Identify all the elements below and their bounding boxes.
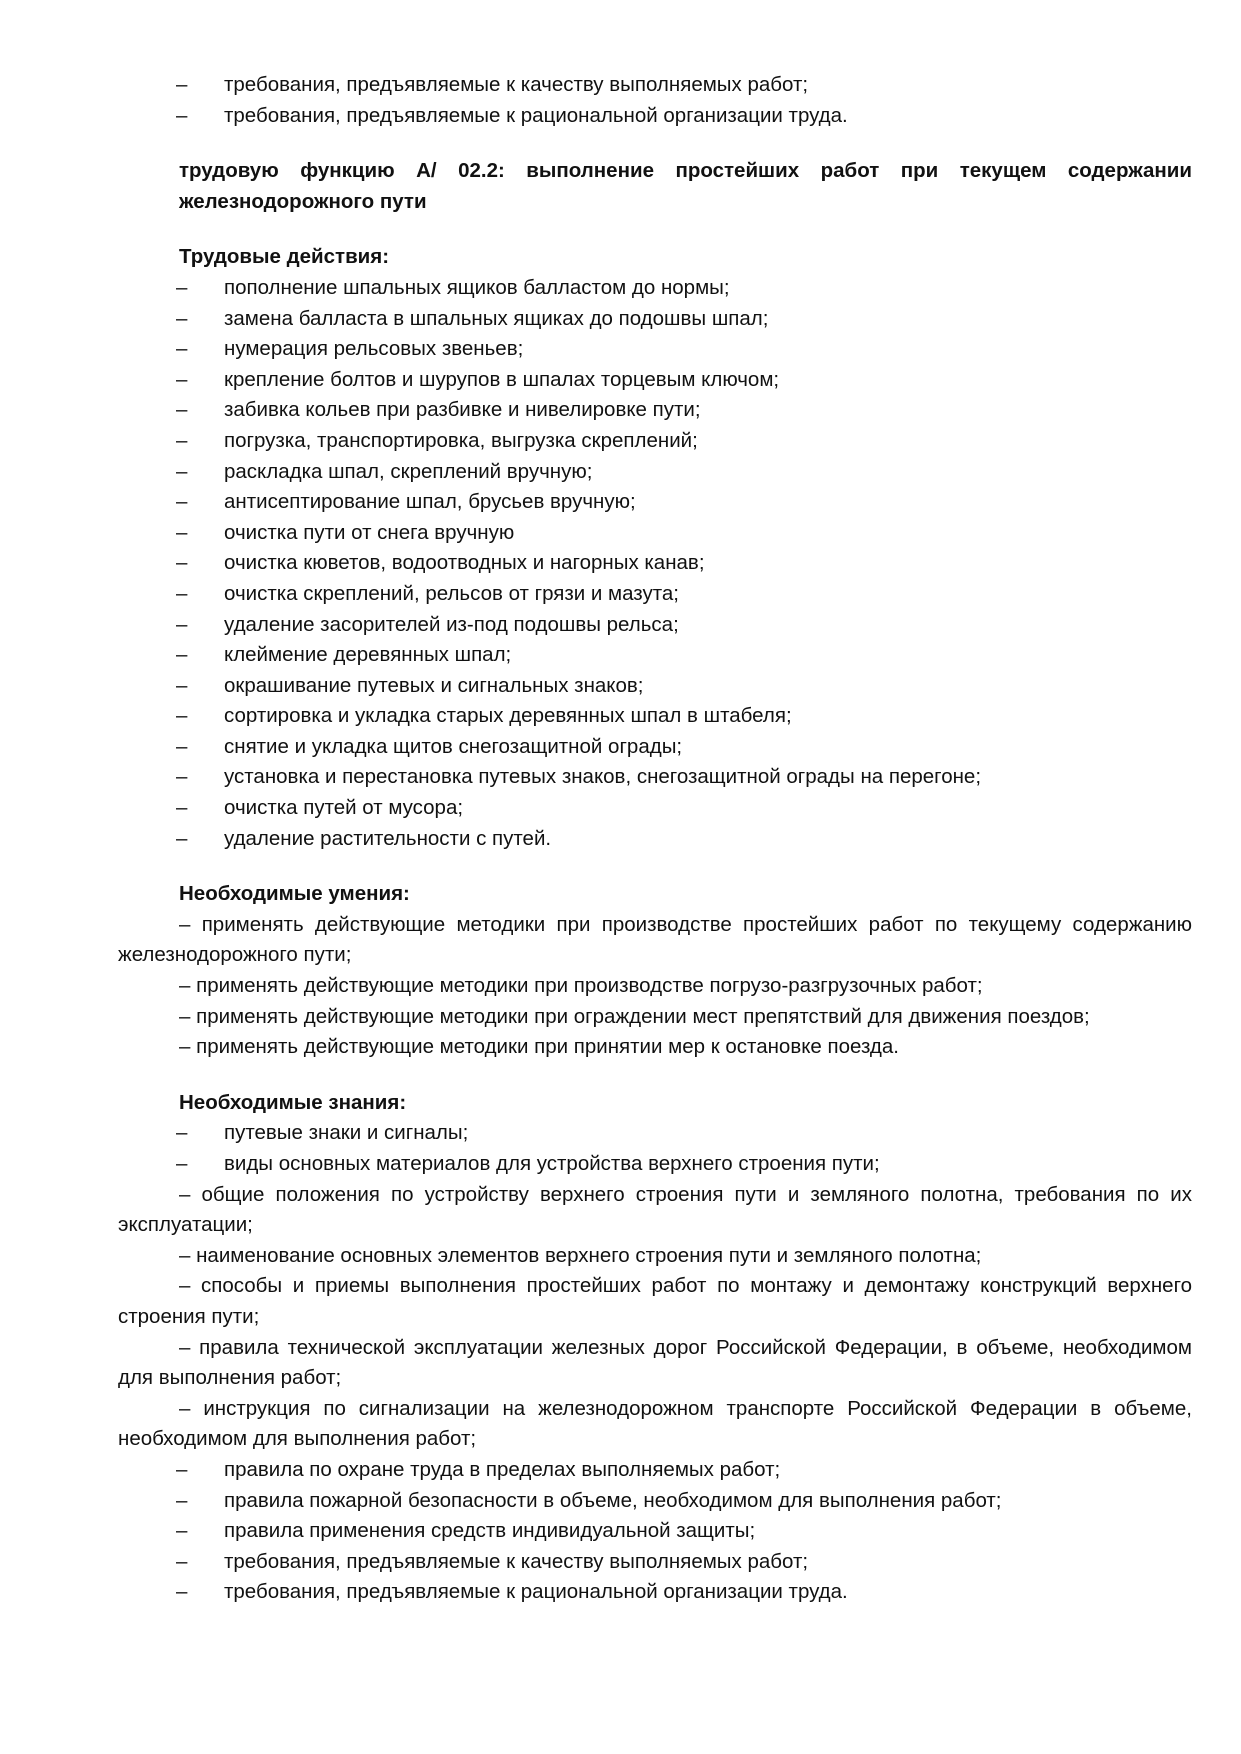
skills-list: [118, 910, 1192, 1063]
dash: –: [176, 796, 188, 820]
dash: –: [176, 643, 188, 667]
dash: –: [176, 275, 188, 299]
dash: –: [176, 1488, 188, 1512]
list-item-text: требования, предъявляемые к качеству выполняемых работ;: [224, 1549, 809, 1573]
list-item-text: требования, предъявляемые к качеству выполняемых работ;: [224, 73, 809, 96]
dash: –: [176, 704, 188, 728]
list-item: – наименование основных элементов верхнего строения пути и земляного полотна;: [179, 1243, 982, 1267]
dash: –: [176, 1580, 188, 1604]
list-item: – применять действующие методики при принятии мер к остановке поезда.: [179, 1035, 899, 1059]
function-heading: трудовую функцию А/ 02.2: выполнение простейших работ при текущем содержании железнодорожного пути: [179, 159, 1192, 213]
list-item-text: сортировка и укладка старых деревянных шпал в штабеля;: [224, 704, 792, 728]
list-item: [118, 1118, 1192, 1149]
dash: –: [176, 73, 188, 96]
dash: –: [176, 306, 188, 330]
list-item: [118, 1577, 1192, 1608]
list-item: – применять действующие методики при ограждении мест препятствий для движения поездов;: [179, 1004, 1090, 1028]
list-item: [118, 304, 1192, 335]
list-item-text: погрузка, транспортировка, выгрузка скреплений;: [224, 428, 698, 452]
list-item-text: нумерация рельсовых звеньев;: [224, 337, 524, 361]
list-item-text: правила применения средств индивидуальной защиты;: [224, 1519, 756, 1543]
list-item: [118, 762, 1192, 793]
dash: –: [176, 581, 188, 605]
list-item: [118, 426, 1192, 457]
list-item-text: забивка кольев при разбивке и нивелировке пути;: [224, 398, 701, 422]
dash: –: [176, 612, 188, 636]
list-item-text: путевые знаки и сигналы;: [224, 1121, 469, 1145]
dash: –: [176, 551, 188, 575]
dash: –: [176, 367, 188, 391]
list-item: [118, 334, 1192, 365]
dash: –: [176, 459, 188, 483]
list-item-text: виды основных материалов для устройства верхнего строения пути;: [224, 1152, 880, 1175]
list-item-text: очистка пути от снега вручную: [224, 520, 515, 544]
list-item-text: требования, предъявляемые к рациональной организации труда.: [224, 1580, 848, 1604]
list-item: [118, 732, 1192, 763]
list-item: – инструкция по сигнализации на железнодорожном транспорте Российской Федерации в объеме, необходимом для выполнения работ;: [118, 1396, 1192, 1451]
dash: –: [176, 520, 188, 544]
list-item-text: очистка кюветов, водоотводных и нагорных канав;: [224, 551, 705, 575]
list-item-text: антисептирование шпал, брусьев вручную;: [224, 490, 636, 514]
dash: –: [176, 1549, 188, 1573]
list-item: [118, 793, 1192, 824]
actions-title: Трудовые действия:: [179, 245, 390, 269]
list-item: [118, 610, 1192, 641]
list-item: [118, 1455, 1192, 1486]
list-item: – способы и приемы выполнения простейших работ по монтажу и демонтажу конструкций верхнего строения пути;: [118, 1274, 1192, 1328]
list-item: [118, 1547, 1192, 1578]
knowledge-list: [118, 1118, 1192, 1608]
list-item: [118, 1149, 1192, 1180]
list-item-text: крепление болтов и шурупов в шпалах торцевым ключом;: [224, 367, 780, 391]
list-item: – общие положения по устройству верхнего строения пути и земляного полотна, требования по их эксплуатации;: [118, 1182, 1192, 1237]
dash: –: [176, 1152, 188, 1175]
dash: –: [176, 428, 188, 452]
list-item: [118, 395, 1192, 426]
list-item-text: пополнение шпальных ящиков балластом до нормы;: [224, 275, 730, 299]
list-item: – применять действующие методики при производстве погрузо-разгрузочных работ;: [179, 974, 983, 998]
list-item-text: клеймение деревянных шпал;: [224, 643, 512, 667]
dash: –: [176, 765, 188, 789]
list-item-text: замена балласта в шпальных ящиках до подошвы шпал;: [224, 306, 769, 330]
actions-list: [118, 273, 1192, 854]
list-item-text: раскладка шпал, скреплений вручную;: [224, 459, 593, 483]
dash: –: [176, 826, 188, 850]
list-item-text: установка и перестановка путевых знаков, снегозащитной ограды на перегоне;: [224, 765, 982, 789]
dash: –: [176, 673, 188, 697]
list-item: [118, 1516, 1192, 1547]
list-item: [118, 548, 1192, 579]
list-item: [118, 457, 1192, 488]
dash: –: [176, 1457, 188, 1481]
list-item: [118, 273, 1192, 304]
document-page: [118, 70, 1192, 1608]
list-item: [118, 671, 1192, 702]
list-item: [118, 701, 1192, 732]
list-item: – применять действующие методики при производстве простейших работ по текущему содержанию железнодорожного пути;: [118, 912, 1192, 967]
list-item: [118, 70, 1192, 101]
list-item-text: требования, предъявляемые к рациональной организации труда.: [224, 103, 848, 127]
list-item-text: правила пожарной безопасности в объеме, необходимом для выполнения работ;: [224, 1488, 1002, 1512]
top-list: [118, 70, 1192, 131]
list-item: [118, 101, 1192, 132]
list-item-text: удаление засорителей из-под подошвы рельса;: [224, 612, 679, 636]
list-item-text: окрашивание путевых и сигнальных знаков;: [224, 673, 644, 697]
list-item-text: очистка путей от мусора;: [224, 796, 464, 820]
dash: –: [176, 398, 188, 422]
skills-title: Необходимые умения:: [179, 882, 410, 906]
list-item-text: удаление растительности с путей.: [224, 826, 552, 850]
dash: –: [176, 1121, 188, 1145]
dash: –: [176, 734, 188, 758]
list-item-text: снятие и укладка щитов снегозащитной ограды;: [224, 734, 683, 758]
list-item: [118, 518, 1192, 549]
list-item-text: очистка скреплений, рельсов от грязи и мазута;: [224, 581, 679, 605]
list-item: [118, 824, 1192, 855]
list-item: [118, 487, 1192, 518]
dash: –: [176, 1519, 188, 1543]
dash: –: [176, 337, 188, 361]
list-item: [118, 1486, 1192, 1517]
list-item: [118, 640, 1192, 671]
list-item: – правила технической эксплуатации железных дорог Российской Федерации, в объеме, необходимом для выполнения работ;: [118, 1335, 1192, 1390]
dash: –: [176, 103, 188, 127]
list-item-text: правила по охране труда в пределах выполняемых работ;: [224, 1457, 781, 1481]
knowledge-title: Необходимые знания:: [179, 1090, 407, 1114]
list-item: [118, 365, 1192, 396]
list-item: [118, 579, 1192, 610]
dash: –: [176, 490, 188, 514]
